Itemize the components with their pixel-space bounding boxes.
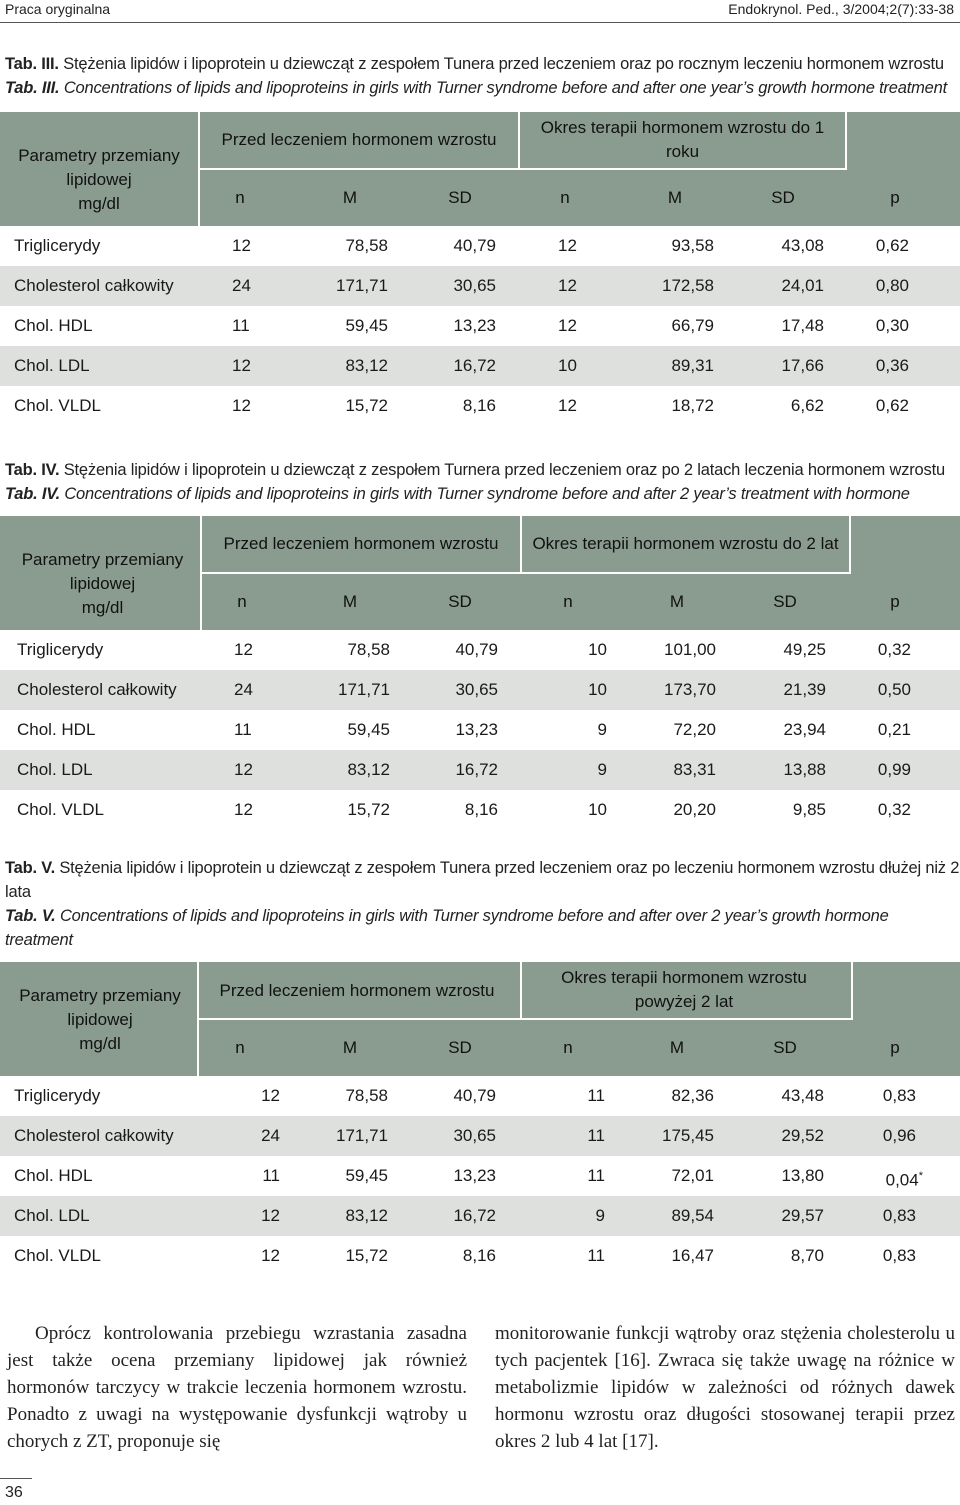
table-row: Triglicerydy 12 78,58 40,79 11 82,36 43,48 0,83 xyxy=(14,1086,916,1105)
n-header: n xyxy=(237,592,247,611)
table-5-header xyxy=(0,962,960,1076)
page-header xyxy=(0,0,960,22)
footer-divider xyxy=(0,1478,32,1479)
m-header: M xyxy=(667,188,683,207)
n-header: n xyxy=(235,188,245,207)
sd-header: SD xyxy=(448,1038,472,1057)
n-header: n xyxy=(560,188,570,207)
param-header: Parametry przemiany lipidowej mg/dl xyxy=(18,146,180,213)
table-row: Chol. LDL 12 83,12 16,72 10 89,31 17,66 0,36 xyxy=(0,346,960,386)
table-4-header xyxy=(0,516,960,630)
header-divider xyxy=(849,516,851,574)
header-divider xyxy=(200,572,851,574)
header-divider xyxy=(520,516,522,574)
table-5-caption-en: Tab. V. Concentrations of lipids and lipoproteins in girls with Turner syndrome before and after over 2 year’s growth hormone treatment xyxy=(5,907,889,949)
table-3-header xyxy=(0,112,960,226)
table-row: Triglicerydy 12 78,58 40,79 12 93,58 43,08 0,62 xyxy=(14,236,909,255)
table-row: Chol. VLDL 12 15,72 8,16 12 18,72 6,62 0,62 xyxy=(14,396,909,415)
m-header: M xyxy=(342,1038,358,1057)
after-header: Okres terapii hormonem wzrostu do 1 roku xyxy=(540,118,825,161)
table-5-caption-pl: Tab. V. Stężenia lipidów i lipoprotein u dziewcząt z zespołem Tunera przed leczeniem oraz po leczeniu hormonem wzrostu dłużej niż 2 lata xyxy=(5,859,960,901)
body-column-right: monitorowanie funkcji wątroby oraz stężenia cholesterolu u tych pacjentek [16]. Zwraca się także uwagę na różnice w metabolizmie lipidów w zależności od różnych dawek hormonu wzrostu oraz długości stosowanej terapii przez okres 2 lub 4 lat [17]. xyxy=(495,1323,955,1452)
table-row: Chol. HDL 11 59,45 13,23 9 72,20 23,94 0,21 xyxy=(17,720,911,739)
table-3-caption-pl: Tab. III. Stężenia lipidów i lipoprotein u dziewcząt z zespołem Tunera przed leczeniem oraz po rocznym leczeniu hormonem wzrostu xyxy=(5,55,944,73)
article-type: Praca oryginalna xyxy=(5,1,111,17)
table-row: Cholesterol całkowity 24 171,71 30,65 10 173,70 21,39 0,50 xyxy=(0,670,960,710)
after-header: Okres terapii hormonem wzrostu powyżej 2 lat xyxy=(561,968,807,1011)
header-divider xyxy=(518,112,520,170)
header-divider xyxy=(0,22,960,23)
p-header: p xyxy=(890,592,900,611)
n-header: n xyxy=(235,1038,245,1057)
before-header: Przed leczeniem hormonem wzrostu xyxy=(219,981,495,1000)
page-number: 36 xyxy=(5,1484,23,1501)
header-divider xyxy=(851,962,853,1020)
table-4-caption-pl: Tab. IV. Stężenia lipidów i lipoprotein u dziewcząt z zespołem Turnera przed leczeniem oraz po 2 latach leczenia hormonem wzrostu xyxy=(5,461,945,479)
table-3-caption-en: Tab. III. Concentrations of lipids and lipoproteins in girls with Turner syndrome before and after one year’s growth hormone treatment xyxy=(5,79,947,97)
table-row: Cholesterol całkowity 24 171,71 30,65 11 175,45 29,52 0,96 xyxy=(0,1116,960,1156)
sd-header: SD xyxy=(771,188,795,207)
sd-header: SD xyxy=(448,592,472,611)
before-header: Przed leczeniem hormonem wzrostu xyxy=(223,534,499,553)
after-header: Okres terapii hormonem wzrostu do 2 lat xyxy=(532,534,839,553)
sd-header: SD xyxy=(773,1038,797,1057)
n-header: n xyxy=(563,592,573,611)
n-header: n xyxy=(563,1038,573,1057)
table-row: Chol. VLDL 12 15,72 8,16 10 20,20 9,85 0,32 xyxy=(17,800,911,819)
sd-header: SD xyxy=(773,592,797,611)
journal-citation: Endokrynol. Ped., 3/2004;2(7):33-38 xyxy=(728,1,954,17)
header-divider xyxy=(520,962,522,1020)
p-header: p xyxy=(890,1038,900,1057)
table-row: Cholesterol całkowity 24 171,71 30,65 12 172,58 24,01 0,80 xyxy=(0,266,960,306)
m-header: M xyxy=(342,188,358,207)
table-4-caption-en: Tab. IV. Concentrations of lipids and lipoproteins in girls with Turner syndrome before and after 2 year’s treatment with hormone xyxy=(5,485,910,503)
header-divider xyxy=(198,168,847,170)
header-divider xyxy=(197,1018,853,1020)
body-column-left: Oprócz kontrolowania przebiegu wzrastania zasadna jest także ocena przemiany lipidowej jak również hormonów tarczycy w trakcie leczenia hormonem wzrostu. Ponadto z uwagi na występowanie dysfunkcji wątroby u chorych z ZT, proponuje się xyxy=(7,1323,467,1452)
sd-header: SD xyxy=(448,188,472,207)
param-header: Parametry przemiany lipidowej mg/dl xyxy=(19,986,181,1053)
table-row: Chol. HDL 11 59,45 13,23 12 66,79 17,48 0,30 xyxy=(14,316,909,335)
param-header: Parametry przemiany lipidowej mg/dl xyxy=(21,550,184,617)
table-row: Chol. HDL 11 59,45 13,23 11 72,01 13,80 0,04* xyxy=(14,1166,923,1190)
m-header: M xyxy=(342,592,358,611)
m-header: M xyxy=(669,592,685,611)
m-header: M xyxy=(669,1038,685,1057)
header-divider xyxy=(845,112,847,170)
table-row: Chol. VLDL 12 15,72 8,16 11 16,47 8,70 0,83 xyxy=(14,1246,916,1265)
table-row: Chol. LDL 12 83,12 16,72 9 89,54 29,57 0,83 xyxy=(0,1196,960,1236)
table-row: Triglicerydy 12 78,58 40,79 10 101,00 49,25 0,32 xyxy=(17,640,911,659)
before-header: Przed leczeniem hormonem wzrostu xyxy=(221,130,497,149)
p-header: p xyxy=(890,188,900,207)
table-row: Chol. LDL 12 83,12 16,72 9 83,31 13,88 0,99 xyxy=(0,750,960,790)
